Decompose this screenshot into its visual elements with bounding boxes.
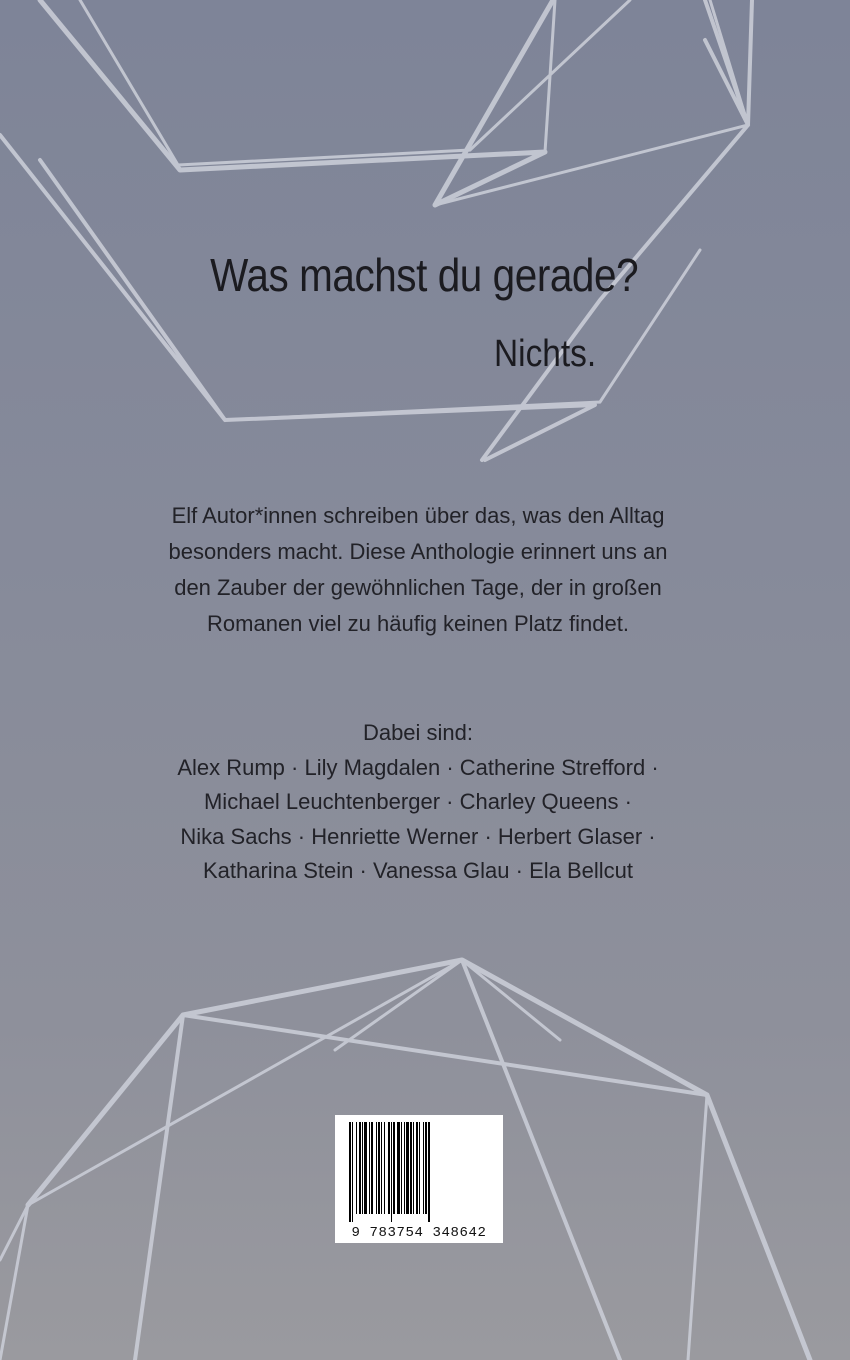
author-line: Nika Sachs · Henriette Werner · Herbert Glaser · [180,823,656,849]
barcode-bar [359,1122,361,1214]
headline-answer: Nichts. [494,333,597,375]
barcode-bar [378,1122,380,1214]
barcode-bar [364,1122,367,1214]
barcode-bar [404,1122,405,1214]
blurb-line: Elf Autor*innen schreiben über das, was den Alltag [171,503,665,528]
barcode-bar [423,1122,424,1214]
blurb-line: den Zauber der gewöhnlichen Tage, der in großen [174,575,662,600]
author-line: Michael Leuchtenberger · Charley Queens · [203,789,632,814]
isbn-number: 9 783754 348642 [351,1225,487,1241]
barcode-bar [406,1122,409,1214]
barcode-bar [391,1122,392,1222]
barcode-bar [369,1122,370,1214]
barcode-bar [349,1122,351,1222]
barcode-bar [410,1122,412,1214]
blurb [150,498,686,642]
blurb-line: besonders macht. Diese Anthologie erinnert uns an [168,539,668,564]
top-right-edge [482,0,752,460]
barcode-bars [335,1115,503,1243]
barcode-bar [425,1122,427,1214]
barcode-bar [393,1122,395,1214]
barcode-bar [419,1122,420,1214]
author-list-intro: Dabei sind: [362,720,474,745]
top-right-facet [435,0,748,205]
barcode-bar [388,1122,390,1214]
barcode-bar [371,1122,373,1214]
barcode-bar [376,1122,377,1214]
barcode-bar [428,1122,430,1222]
barcode-bar [352,1122,353,1222]
isbn-barcode [335,1115,503,1243]
barcode-bar [381,1122,382,1214]
barcode-bar [356,1122,357,1214]
barcode-bar [362,1122,363,1214]
barcode-bar [397,1122,400,1214]
barcode-bar [384,1122,385,1214]
author-line: Katharina Stein · Vanessa Glau · Ela Bellcut [202,858,634,883]
barcode-bar [413,1122,414,1214]
author-line: Alex Rump · Lily Magdalen · Catherine Strefford · [177,754,659,780]
barcode-bar [416,1122,418,1214]
top-polygon-outer [40,0,553,205]
author-list [100,716,736,889]
headline: Was machst du gerade? [210,249,639,301]
barcode-bar [401,1122,402,1214]
blurb-line: Romanen viel zu häufig keinen Platz findet. [207,611,629,636]
top-polygon-inner [80,0,630,165]
